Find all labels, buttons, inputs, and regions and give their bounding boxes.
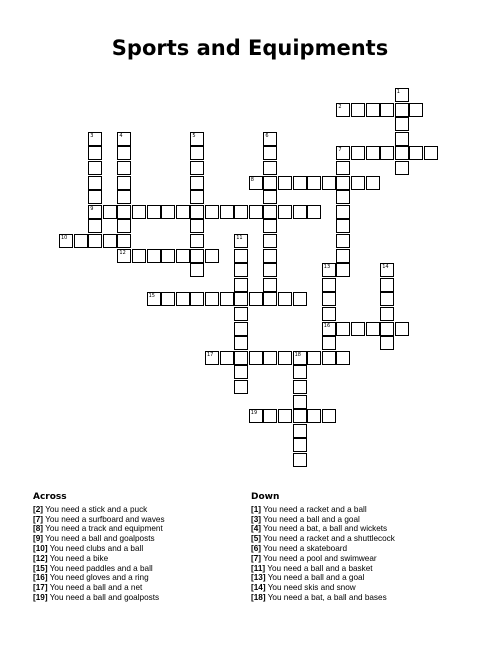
- grid-cell[interactable]: [263, 351, 277, 365]
- down-clue: [251, 573, 395, 583]
- grid-cell[interactable]: [190, 146, 204, 160]
- down-clue: [251, 554, 395, 564]
- down-clue-text: You need a bat, a ball and wickets: [263, 524, 388, 534]
- grid-cell[interactable]: [234, 249, 248, 263]
- across-clue-number: [9]: [33, 534, 44, 544]
- cell-number: 2: [338, 103, 342, 110]
- grid-cell[interactable]: [205, 351, 219, 365]
- grid-cell[interactable]: [336, 263, 350, 277]
- across-clue-text: You need clubs and a ball: [49, 543, 144, 553]
- grid-cell[interactable]: [395, 161, 409, 175]
- down-clue: [251, 515, 395, 525]
- grid-cell[interactable]: [366, 103, 380, 117]
- grid-cell[interactable]: [395, 88, 409, 102]
- grid-cell[interactable]: [293, 453, 307, 467]
- grid-cell[interactable]: [307, 176, 321, 190]
- grid-cell[interactable]: [293, 292, 307, 306]
- grid-cell[interactable]: [263, 161, 277, 175]
- grid-cell[interactable]: [161, 205, 175, 219]
- down-clue-number: [4]: [251, 524, 262, 534]
- grid-cell[interactable]: [307, 351, 321, 365]
- grid-cell[interactable]: [117, 205, 131, 219]
- grid-cell[interactable]: [117, 219, 131, 233]
- down-clue: [251, 534, 395, 544]
- cell-number: 11: [236, 235, 243, 241]
- grid-cell[interactable]: [380, 103, 394, 117]
- cell-number: 8: [250, 176, 254, 183]
- grid-cell[interactable]: [205, 292, 219, 306]
- grid-cell[interactable]: [103, 205, 117, 219]
- down-clue: [251, 593, 395, 603]
- grid-cell[interactable]: [234, 292, 248, 306]
- across-clue-number: [7]: [33, 514, 44, 524]
- down-clue-text: You need a ball and a goal: [267, 573, 365, 583]
- grid-cell[interactable]: [380, 322, 394, 336]
- grid-cell[interactable]: [293, 424, 307, 438]
- cell-number: 14: [382, 264, 389, 271]
- grid-cell[interactable]: [293, 351, 307, 365]
- grid-cell[interactable]: [366, 146, 380, 160]
- cell-number: 1: [396, 89, 400, 95]
- across-clue: [33, 554, 165, 564]
- grid-cell[interactable]: [336, 103, 350, 117]
- down-clue-number: [5]: [251, 534, 262, 544]
- grid-cell[interactable]: [234, 322, 248, 336]
- grid-cell[interactable]: [293, 438, 307, 452]
- grid-cell[interactable]: [88, 190, 102, 204]
- grid-cell[interactable]: [190, 132, 204, 146]
- grid-cell[interactable]: [351, 146, 365, 160]
- grid-cell[interactable]: [424, 146, 438, 160]
- grid-cell[interactable]: [293, 365, 307, 379]
- grid-cell[interactable]: [336, 234, 350, 248]
- across-clue: [33, 544, 165, 554]
- grid-cell[interactable]: [117, 249, 131, 263]
- cell-number: 9: [90, 205, 94, 212]
- grid-cell[interactable]: [190, 263, 204, 277]
- grid-cell[interactable]: [147, 249, 161, 263]
- grid-cell[interactable]: [190, 292, 204, 306]
- grid-cell[interactable]: [88, 234, 102, 248]
- grid-cell[interactable]: [293, 176, 307, 190]
- down-clue-text: You need a pool and swimwear: [263, 553, 377, 563]
- down-clue-text: You need a ball and a basket: [267, 563, 373, 573]
- grid-cell[interactable]: [117, 132, 131, 146]
- grid-cell[interactable]: [249, 292, 263, 306]
- grid-cell[interactable]: [59, 234, 73, 248]
- grid-cell[interactable]: [147, 292, 161, 306]
- grid-cell[interactable]: [234, 307, 248, 321]
- grid-cell[interactable]: [234, 380, 248, 394]
- across-clue-text: You need a ball and a net: [49, 583, 143, 593]
- grid-cell[interactable]: [117, 190, 131, 204]
- grid-cell[interactable]: [263, 132, 277, 146]
- cell-number: 13: [323, 264, 331, 271]
- grid-cell[interactable]: [351, 322, 365, 336]
- grid-cell[interactable]: [293, 395, 307, 409]
- grid-cell[interactable]: [278, 205, 292, 219]
- grid-cell[interactable]: [220, 205, 234, 219]
- grid-cell[interactable]: [278, 351, 292, 365]
- grid-cell[interactable]: [190, 249, 204, 263]
- down-clue: [251, 505, 395, 515]
- down-clue: [251, 544, 395, 554]
- cell-number: 3: [90, 132, 94, 139]
- across-clue-text: You need a track and equipment: [45, 524, 163, 534]
- grid-cell[interactable]: [117, 234, 131, 248]
- grid-cell[interactable]: [263, 249, 277, 263]
- across-clue-number: [10]: [33, 543, 48, 553]
- grid-cell[interactable]: [263, 219, 277, 233]
- grid-cell[interactable]: [322, 263, 336, 277]
- grid-cell[interactable]: [336, 322, 350, 336]
- across-clue-number: [16]: [33, 573, 48, 583]
- grid-cell[interactable]: [395, 117, 409, 131]
- grid-cell[interactable]: [234, 205, 248, 219]
- cell-number: 7: [338, 147, 342, 154]
- grid-cell[interactable]: [249, 409, 263, 423]
- across-clue-number: [17]: [33, 583, 48, 593]
- grid-cell[interactable]: [117, 176, 131, 190]
- across-clue: [33, 573, 165, 583]
- grid-cell[interactable]: [190, 234, 204, 248]
- grid-cell[interactable]: [205, 205, 219, 219]
- grid-cell[interactable]: [234, 263, 248, 277]
- grid-cell[interactable]: [336, 351, 350, 365]
- cell-number: 4: [119, 132, 123, 139]
- across-clue: [33, 524, 165, 534]
- grid-cell[interactable]: [336, 146, 350, 160]
- grid-cell[interactable]: [293, 409, 307, 423]
- cell-number: 18: [294, 351, 301, 358]
- grid-cell[interactable]: [322, 278, 336, 292]
- cell-number: 5: [192, 132, 196, 139]
- cell-number: 6: [265, 132, 269, 139]
- grid-cell[interactable]: [351, 176, 365, 190]
- cell-number: 19: [250, 410, 258, 417]
- grid-cell[interactable]: [74, 234, 88, 248]
- grid-cell[interactable]: [263, 234, 277, 248]
- grid-cell[interactable]: [249, 351, 263, 365]
- grid-cell[interactable]: [234, 365, 248, 379]
- grid-cell[interactable]: [190, 176, 204, 190]
- grid-cell[interactable]: [322, 322, 336, 336]
- grid-cell[interactable]: [395, 103, 409, 117]
- grid-cell[interactable]: [293, 205, 307, 219]
- grid-cell[interactable]: [351, 103, 365, 117]
- down-clue-number: [1]: [251, 504, 262, 514]
- grid-cell[interactable]: [307, 409, 321, 423]
- grid-cell[interactable]: [395, 132, 409, 146]
- across-clue-text: You need a stick and a puck: [45, 504, 148, 514]
- grid-cell[interactable]: [88, 205, 102, 219]
- grid-cell[interactable]: [409, 146, 423, 160]
- down-clue-number: [18]: [251, 592, 266, 602]
- grid-cell[interactable]: [234, 278, 248, 292]
- grid-cell[interactable]: [263, 278, 277, 292]
- across-clue-number: [8]: [33, 524, 44, 534]
- grid-cell[interactable]: [395, 322, 409, 336]
- grid-cell[interactable]: [249, 205, 263, 219]
- grid-cell[interactable]: [336, 190, 350, 204]
- grid-cell[interactable]: [278, 292, 292, 306]
- cell-number: 15: [148, 293, 155, 300]
- grid-cell[interactable]: [380, 278, 394, 292]
- down-clue-text: You need skis and snow: [267, 583, 356, 593]
- grid-cell[interactable]: [395, 146, 409, 160]
- grid-cell[interactable]: [205, 249, 219, 263]
- cell-number: 16: [323, 322, 331, 329]
- grid-cell[interactable]: [322, 351, 336, 365]
- grid-cell[interactable]: [88, 219, 102, 233]
- across-clue-text: You need paddles and a ball: [49, 563, 153, 573]
- grid-cell[interactable]: [103, 234, 117, 248]
- grid-cell[interactable]: [220, 292, 234, 306]
- cell-number: 12: [119, 249, 126, 256]
- grid-cell[interactable]: [380, 307, 394, 321]
- across-clue-text: You need a surfboard and waves: [45, 514, 165, 524]
- grid-cell[interactable]: [336, 176, 350, 190]
- grid-cell[interactable]: [117, 161, 131, 175]
- grid-cell[interactable]: [380, 292, 394, 306]
- across-heading: Across: [33, 492, 67, 502]
- down-clue-number: [3]: [251, 514, 262, 524]
- down-clue: [251, 583, 395, 593]
- grid-cell[interactable]: [190, 205, 204, 219]
- grid-cell[interactable]: [176, 249, 190, 263]
- across-clue-number: [2]: [33, 504, 44, 514]
- down-clues: [251, 493, 395, 603]
- grid-cell[interactable]: [263, 190, 277, 204]
- grid-cell[interactable]: [336, 219, 350, 233]
- grid-cell[interactable]: [366, 176, 380, 190]
- grid-cell[interactable]: [117, 146, 131, 160]
- grid-cell[interactable]: [263, 176, 277, 190]
- down-clue-text: You need a racket and a shuttlecock: [263, 534, 395, 544]
- grid-cell[interactable]: [161, 292, 175, 306]
- grid-cell[interactable]: [249, 176, 263, 190]
- grid-cell[interactable]: [336, 205, 350, 219]
- grid-cell[interactable]: [263, 263, 277, 277]
- grid-cell[interactable]: [263, 292, 277, 306]
- grid-cell[interactable]: [263, 409, 277, 423]
- across-clue: [33, 515, 165, 525]
- down-heading: Down: [251, 492, 280, 502]
- grid-cell[interactable]: [176, 205, 190, 219]
- grid-cell[interactable]: [307, 205, 321, 219]
- down-clue: [251, 564, 395, 574]
- grid-cell[interactable]: [88, 176, 102, 190]
- across-clue-text: You need a ball and goalposts: [49, 592, 160, 602]
- down-clue: [251, 524, 395, 534]
- grid-cell[interactable]: [161, 249, 175, 263]
- grid-cell[interactable]: [234, 234, 248, 248]
- grid-cell[interactable]: [322, 409, 336, 423]
- grid-cell[interactable]: [380, 146, 394, 160]
- cell-number: 17: [207, 351, 214, 358]
- grid-cell[interactable]: [263, 205, 277, 219]
- across-clue: [33, 505, 165, 515]
- grid-cell[interactable]: [147, 205, 161, 219]
- down-clue-number: [11]: [251, 563, 266, 573]
- down-clue-number: [14]: [251, 583, 266, 593]
- across-clue: [33, 583, 165, 593]
- grid-cell[interactable]: [176, 292, 190, 306]
- down-clue-text: You need a ball and a goal: [263, 514, 360, 524]
- across-clue-number: [19]: [33, 592, 48, 602]
- across-clues: [33, 493, 165, 603]
- across-clue: [33, 593, 165, 603]
- grid-cell[interactable]: [380, 263, 394, 277]
- across-clue-text: You need gloves and a ring: [49, 573, 149, 583]
- across-clue: [33, 564, 165, 574]
- across-clue-number: [15]: [33, 563, 48, 573]
- down-clue-text: You need a bat, a ball and bases: [267, 592, 387, 602]
- grid-cell[interactable]: [322, 307, 336, 321]
- grid-cell[interactable]: [322, 292, 336, 306]
- grid-cell[interactable]: [336, 161, 350, 175]
- grid-cell[interactable]: [234, 351, 248, 365]
- grid-cell[interactable]: [220, 351, 234, 365]
- grid-cell[interactable]: [278, 176, 292, 190]
- grid-cell[interactable]: [88, 161, 102, 175]
- grid-cell[interactable]: [278, 409, 292, 423]
- grid-cell[interactable]: [322, 176, 336, 190]
- down-clue-number: [7]: [251, 553, 262, 563]
- down-clue-number: [6]: [251, 543, 262, 553]
- grid-cell[interactable]: [190, 161, 204, 175]
- down-clue-text: You need a racket and a ball: [263, 504, 367, 514]
- grid-cell[interactable]: [234, 336, 248, 350]
- across-clue-text: You need a bike: [49, 553, 109, 563]
- cell-number: 10: [61, 235, 68, 241]
- grid-cell[interactable]: [132, 249, 146, 263]
- grid-cell[interactable]: [190, 190, 204, 204]
- across-clue-text: You need a ball and goalposts: [45, 534, 155, 544]
- grid-cell[interactable]: [132, 205, 146, 219]
- puzzle-title: Sports and Equipments: [111, 36, 389, 60]
- across-clue: [33, 534, 165, 544]
- down-clue-text: You need a skateboard: [263, 543, 348, 553]
- grid-cell[interactable]: [380, 336, 394, 350]
- grid-cell[interactable]: [293, 380, 307, 394]
- grid-cell[interactable]: [366, 322, 380, 336]
- grid-cell[interactable]: [190, 219, 204, 233]
- grid-cell[interactable]: [322, 336, 336, 350]
- across-clue-number: [12]: [33, 553, 48, 563]
- grid-cell[interactable]: [409, 103, 423, 117]
- grid-cell[interactable]: [336, 249, 350, 263]
- grid-cell[interactable]: [88, 146, 102, 160]
- down-clue-number: [13]: [251, 573, 266, 583]
- grid-cell[interactable]: [88, 132, 102, 146]
- grid-cell[interactable]: [263, 146, 277, 160]
